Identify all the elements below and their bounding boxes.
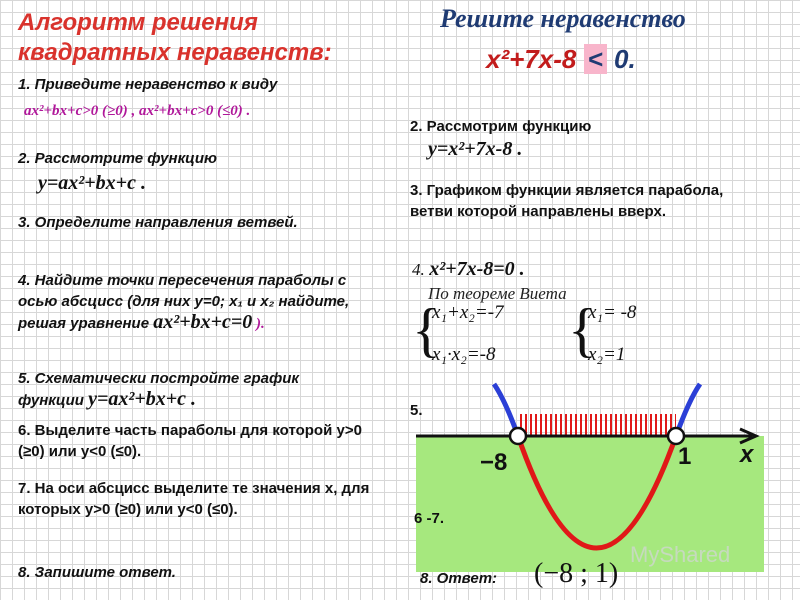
step-1-text: 1. Приведите неравенство к виду xyxy=(18,76,278,93)
root-point-left xyxy=(510,428,526,444)
algorithm-title: Алгоритм решения квадратных неравенств: xyxy=(18,9,332,66)
system-2-line-1: x₁= -8 xyxy=(588,302,637,323)
step-5-text: 5. Схематически постройте график функции xyxy=(18,370,299,409)
step-4-text: 4. Найдите точки пересечения параболы с осью абсцисс (для них y=0; x₁ и x₂ найдите, решая уравнение xyxy=(18,272,350,332)
root-point-right xyxy=(668,428,684,444)
right-step-8-label: 8. Ответ: xyxy=(420,570,498,587)
vieta-caption: По теореме Виета xyxy=(428,284,567,303)
x-axis-label: x xyxy=(740,441,754,468)
right-step-67-label: 6 -7. xyxy=(414,510,445,527)
watermark: MyShared xyxy=(630,542,731,567)
right-step-4-label: 4. xyxy=(412,260,425,279)
step-8-text: 8. Запишите ответ. xyxy=(18,564,176,581)
step-4-close: ). xyxy=(252,316,265,332)
root-left-label: −8 xyxy=(480,449,508,476)
right-step-4-formula: x²+7x-8=0 . xyxy=(429,258,525,280)
task-rhs: 0. xyxy=(614,44,636,74)
system-1-line-1: x₁+x₂=-7 xyxy=(432,302,504,323)
system-1-line-2: x₁·x₂=-8 xyxy=(432,344,496,365)
task-lhs: x²+7x-8 xyxy=(486,44,577,74)
system-2-brace: { xyxy=(568,297,597,363)
right-step-5-label: 5. xyxy=(410,402,423,419)
step-4-formula: ax²+bx+c=0 xyxy=(153,311,253,333)
task-sign: < xyxy=(584,44,607,74)
step-2-formula: y=ax²+bx+c . xyxy=(38,172,146,194)
task-heading: Решите неравенство xyxy=(440,4,686,33)
root-right-label: 1 xyxy=(678,443,692,470)
right-step-2-formula: y=x²+7x-8 . xyxy=(428,138,523,160)
step-3-text: 3. Определите направления ветвей. xyxy=(18,214,298,231)
system-2-line-2: x₂=1 xyxy=(588,344,626,365)
right-step-3-text: 3. Графиком функции является парабола, ветви которой направлены вверх. xyxy=(410,182,724,220)
right-step-2-text: 2. Рассмотрим функцию xyxy=(410,118,592,135)
solution-hatching xyxy=(520,414,676,436)
step-5-formula: y=ax²+bx+c . xyxy=(88,388,197,410)
step-1-formula: ax²+bx+c>0 (≥0) , ax²+bx+c>0 (≤0) . xyxy=(24,103,251,119)
step-6-text: 6. Выделите часть параболы для которой y>0 (≥0) или y<0 (≤0). xyxy=(18,422,362,460)
answer-interval: (−8 ; 1) xyxy=(534,558,619,589)
step-7-text: 7. На оси абсцисс выделите те значения x, для которых y>0 (≥0) или y<0 (≤0). xyxy=(18,480,370,518)
system-1-brace: { xyxy=(412,297,441,363)
step-2-text: 2. Рассмотрите функцию xyxy=(18,150,218,167)
